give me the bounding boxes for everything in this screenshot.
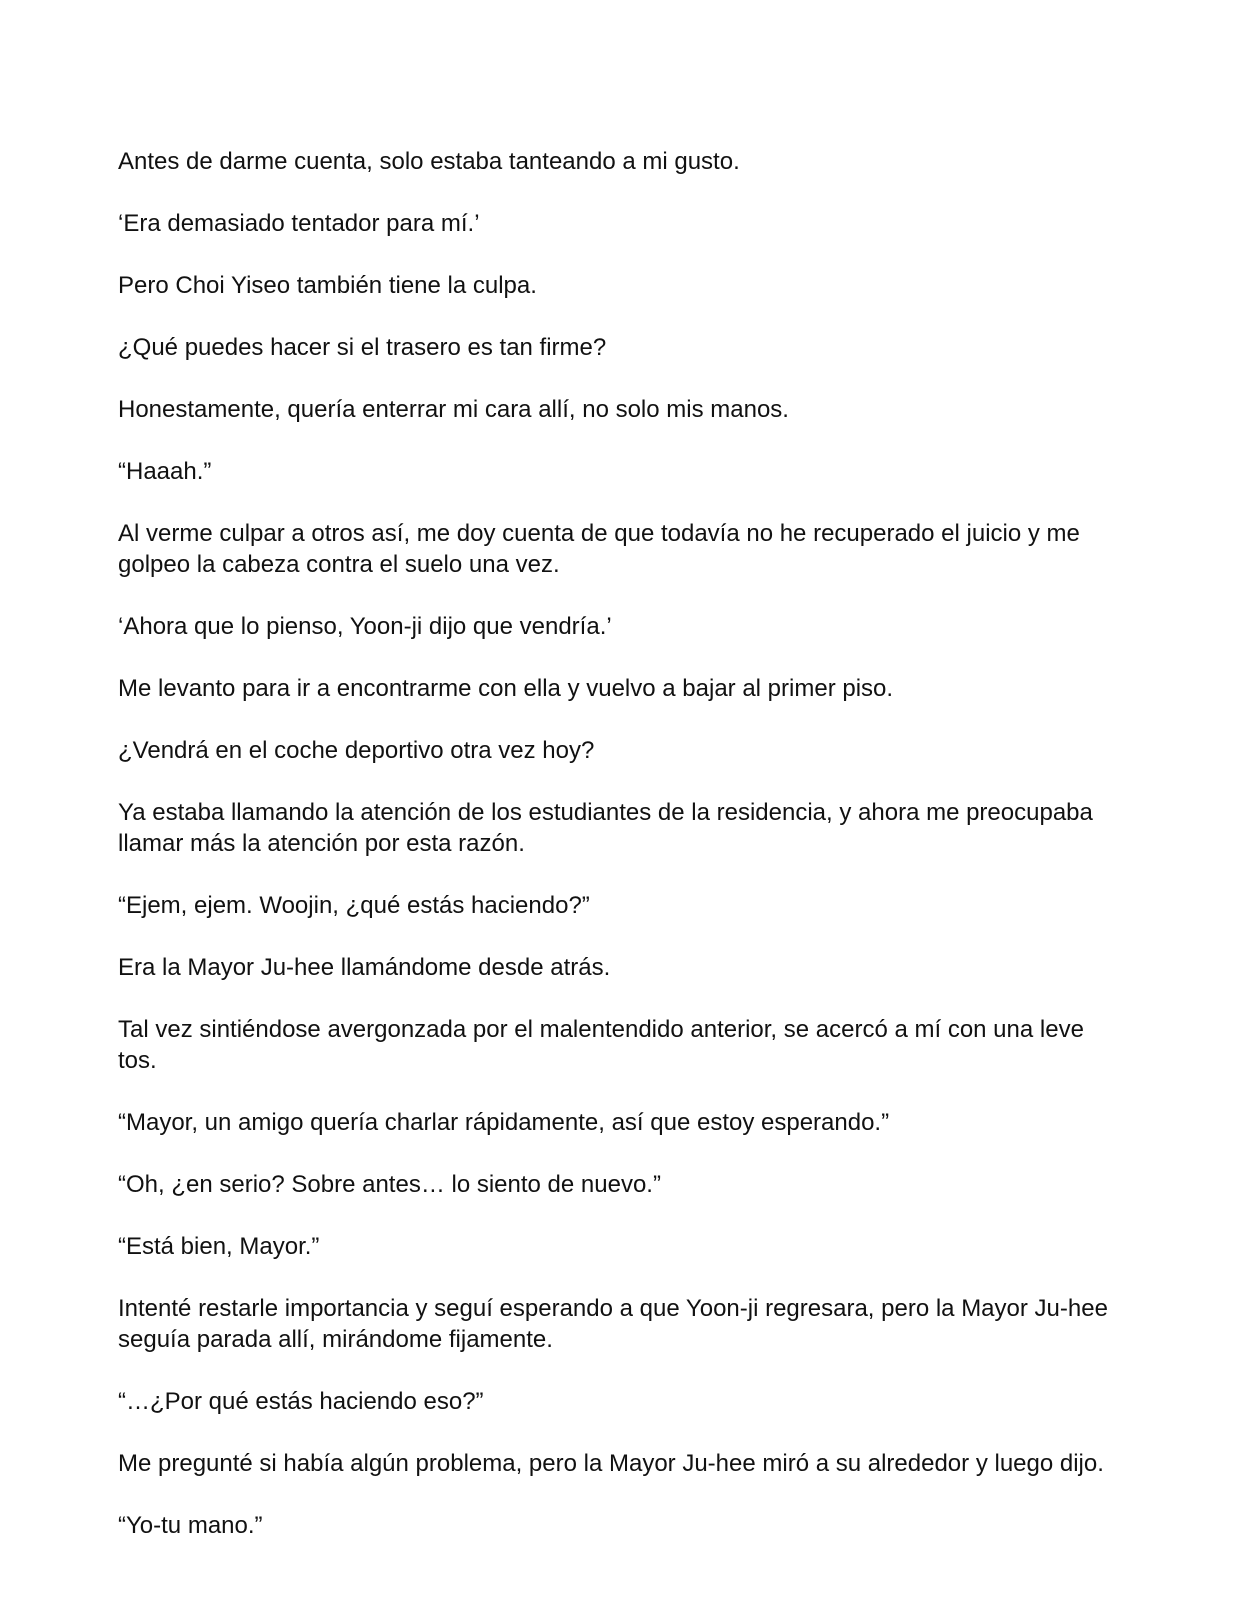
paragraph-20: Me pregunté si había algún problema, pero la Mayor Ju-hee miró a su alrededor y luego dijo. (118, 1450, 1104, 1477)
paragraph-12: “Ejem, ejem. Woojin, ¿qué estás haciendo?” (118, 892, 590, 919)
paragraph-17: “Está bien, Mayor.” (118, 1233, 320, 1260)
paragraph-18: Intenté restarle importancia y seguí esperando a que Yoon-ji regresara, pero la Mayor Ju-hee seguía parada allí, mirándome fijamente. (118, 1295, 1108, 1353)
paragraph-14: Tal vez sintiéndose avergonzada por el malentendido anterior, se acercó a mí con una leve tos. (118, 1016, 1084, 1074)
paragraph-6: “Haaah.” (118, 458, 212, 485)
paragraph-11: Ya estaba llamando la atención de los estudiantes de la residencia, y ahora me preocupaba llamar más la atención por esta razón. (118, 799, 1093, 857)
paragraph-21: “Yo-tu mano.” (118, 1512, 263, 1539)
paragraph-4: ¿Qué puedes hacer si el trasero es tan firme? (118, 334, 607, 361)
paragraph-16: “Oh, ¿en serio? Sobre antes… lo siento de nuevo.” (118, 1171, 661, 1198)
paragraph-8: ‘Ahora que lo pienso, Yoon-ji dijo que vendría.’ (118, 613, 612, 640)
document-body (118, 146, 1108, 1572)
paragraph-3: Pero Choi Yiseo también tiene la culpa. (118, 272, 537, 299)
paragraph-5: Honestamente, quería enterrar mi cara allí, no solo mis manos. (118, 396, 789, 423)
paragraph-2: ‘Era demasiado tentador para mí.’ (118, 210, 480, 237)
paragraph-19: “…¿Por qué estás haciendo eso?” (118, 1388, 484, 1415)
paragraph-1: Antes de darme cuenta, solo estaba tanteando a mi gusto. (118, 148, 740, 175)
paragraph-10: ¿Vendrá en el coche deportivo otra vez hoy? (118, 737, 595, 764)
paragraph-9: Me levanto para ir a encontrarme con ella y vuelvo a bajar al primer piso. (118, 675, 894, 702)
paragraph-7: Al verme culpar a otros así, me doy cuenta de que todavía no he recuperado el juicio y me golpeo la cabeza contra el suelo una vez. (118, 520, 1080, 578)
paragraph-15: “Mayor, un amigo quería charlar rápidamente, así que estoy esperando.” (118, 1109, 890, 1136)
paragraph-13: Era la Mayor Ju-hee llamándome desde atrás. (118, 954, 611, 981)
